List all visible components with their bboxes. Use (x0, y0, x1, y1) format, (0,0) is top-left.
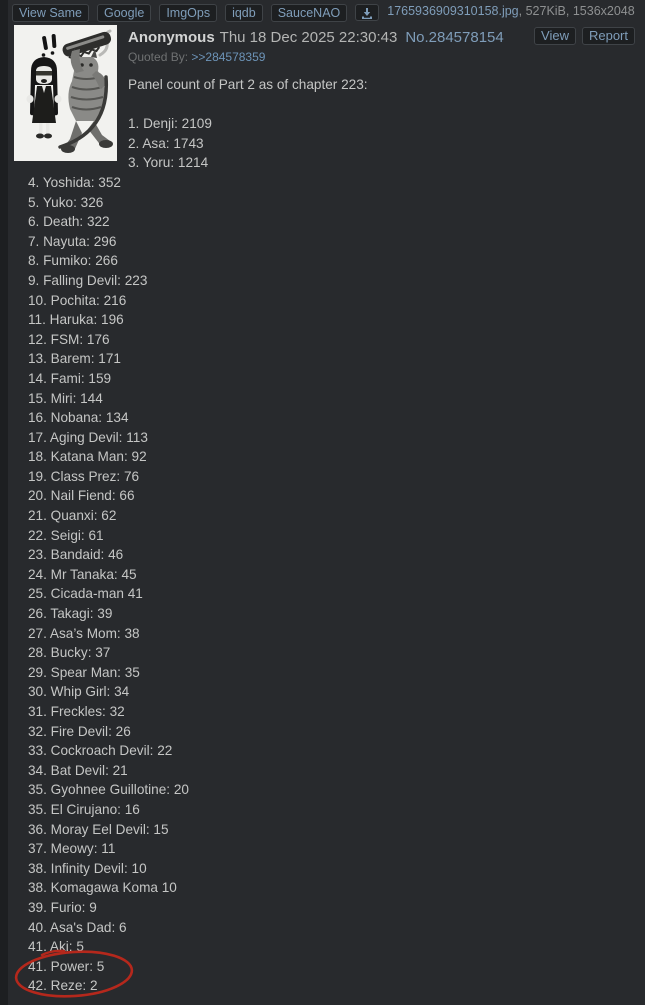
panel-count-line: 9. Falling Devil: 223 (28, 272, 148, 288)
panel-count-line: 12. FSM: 176 (28, 331, 110, 347)
panel-count-line: 35. Gyohnee Guillotine: 20 (28, 782, 189, 798)
panel-count-line: 36. Moray Eel Devil: 15 (28, 821, 169, 837)
panel-count-line: 3. Yoru: 1214 (128, 155, 209, 171)
panel-count-line: 38. Komagawa Koma 10 (28, 880, 177, 896)
panel-count-line: 30. Whip Girl: 34 (28, 684, 130, 700)
post-header (8, 29, 639, 47)
panel-count-line: 10. Pochita: 216 (28, 292, 127, 308)
panel-count-line: 16. Nobana: 134 (28, 410, 129, 426)
panel-count-line: 38. Infinity Devil: 10 (28, 860, 147, 876)
panel-count-line: 40. Asa's Dad: 6 (28, 919, 127, 935)
download-icon (361, 6, 373, 20)
post-actions (528, 27, 635, 45)
panel-count-line: 25. Cicada-man 41 (28, 586, 143, 602)
panel-count-line: 28. Bucky: 37 (28, 645, 111, 661)
panel-count-line: 6. Death: 322 (28, 214, 110, 230)
file-controls-bar (8, 0, 645, 22)
view-button[interactable]: View (534, 27, 576, 45)
panel-count-line: 7. Nayuta: 296 (28, 233, 117, 249)
panel-count-line: 24. Mr Tanaka: 45 (28, 566, 137, 582)
panel-count-list (28, 114, 639, 996)
panel-count-line: 23. Bandaid: 46 (28, 547, 124, 563)
panel-count-line: 22. Seigi: 61 (28, 527, 104, 543)
panel-count-line: 32. Fire Devil: 26 (28, 723, 131, 739)
panel-count-line: 39. Furio: 9 (28, 899, 97, 915)
panel-count-line: 19. Class Prez: 76 (28, 468, 140, 484)
panel-count-line: 18. Katana Man: 92 (28, 449, 147, 465)
panel-count-line: 15. Miri: 144 (28, 390, 103, 406)
imgops-link[interactable]: ImgOps (159, 4, 217, 22)
panel-count-line: 41. Aki: 5 (28, 939, 84, 955)
panel-count-line: 42. Reze: 2 (28, 978, 98, 994)
post-author: Anonymous (128, 29, 215, 46)
panel-count-line: 14. Fami: 159 (28, 370, 112, 386)
panel-count-line: 20. Nail Fiend: 66 (28, 488, 135, 504)
panel-count-line: 8. Fumiko: 266 (28, 253, 118, 269)
blank-line (28, 95, 639, 115)
filename-link[interactable]: 1765936909310158.jpg (387, 4, 519, 18)
panel-count-line: 33. Cockroach Devil: 22 (28, 743, 173, 759)
post-timestamp: Thu 18 Dec 2025 22:30:43 (219, 29, 398, 46)
panel-count-line: 11. Haruka: 196 (28, 312, 124, 328)
download-button[interactable] (355, 4, 379, 21)
panel-count-line: 31. Freckles: 32 (28, 704, 125, 719)
panel-count-line: 41. Power: 5 (28, 958, 105, 974)
panel-count-line: 34. Bat Devil: 21 (28, 762, 128, 778)
panel-count-line: 1. Denji: 2109 (128, 116, 212, 132)
report-button[interactable]: Report (582, 27, 635, 45)
saucenao-link[interactable]: SauceNAO (271, 4, 348, 22)
panel-count-line: 26. Takagi: 39 (28, 606, 113, 622)
panel-count-line: 4. Yoshida: 352 (28, 174, 121, 190)
iqdb-link[interactable]: iqdb (225, 4, 263, 22)
panel-count-line: 35. El Cirujano: 16 (28, 801, 140, 817)
panel-count-line: 2. Asa: 1743 (128, 135, 204, 151)
post-body (28, 75, 639, 996)
panel-count-line: 29. Spear Man: 35 (28, 664, 140, 680)
panel-count-line: 5. Yuko: 326 (28, 194, 104, 210)
file-meta: , 527KiB, 1536x2048 (518, 4, 635, 18)
post-number-link[interactable]: No.284578154 (405, 29, 504, 46)
google-link[interactable]: Google (97, 4, 151, 22)
panel-count-line: 13. Barem: 171 (28, 351, 121, 367)
panel-count-line: 27. Asa’s Mom: 38 (28, 625, 140, 641)
view-same-link[interactable]: View Same (12, 4, 89, 22)
panel-count-line: 37. Meowy: 11 (28, 841, 116, 857)
post-container (8, 0, 645, 1005)
body-intro: Panel count of Part 2 as of chapter 223: (128, 77, 368, 92)
panel-count-line: 21. Quanxi: 62 (28, 508, 117, 524)
panel-count-line: 17. Aging Devil: 113 (28, 429, 148, 445)
quoted-by-link[interactable]: >>284578359 (191, 50, 266, 64)
quoted-by-label: Quoted By: (128, 50, 192, 64)
